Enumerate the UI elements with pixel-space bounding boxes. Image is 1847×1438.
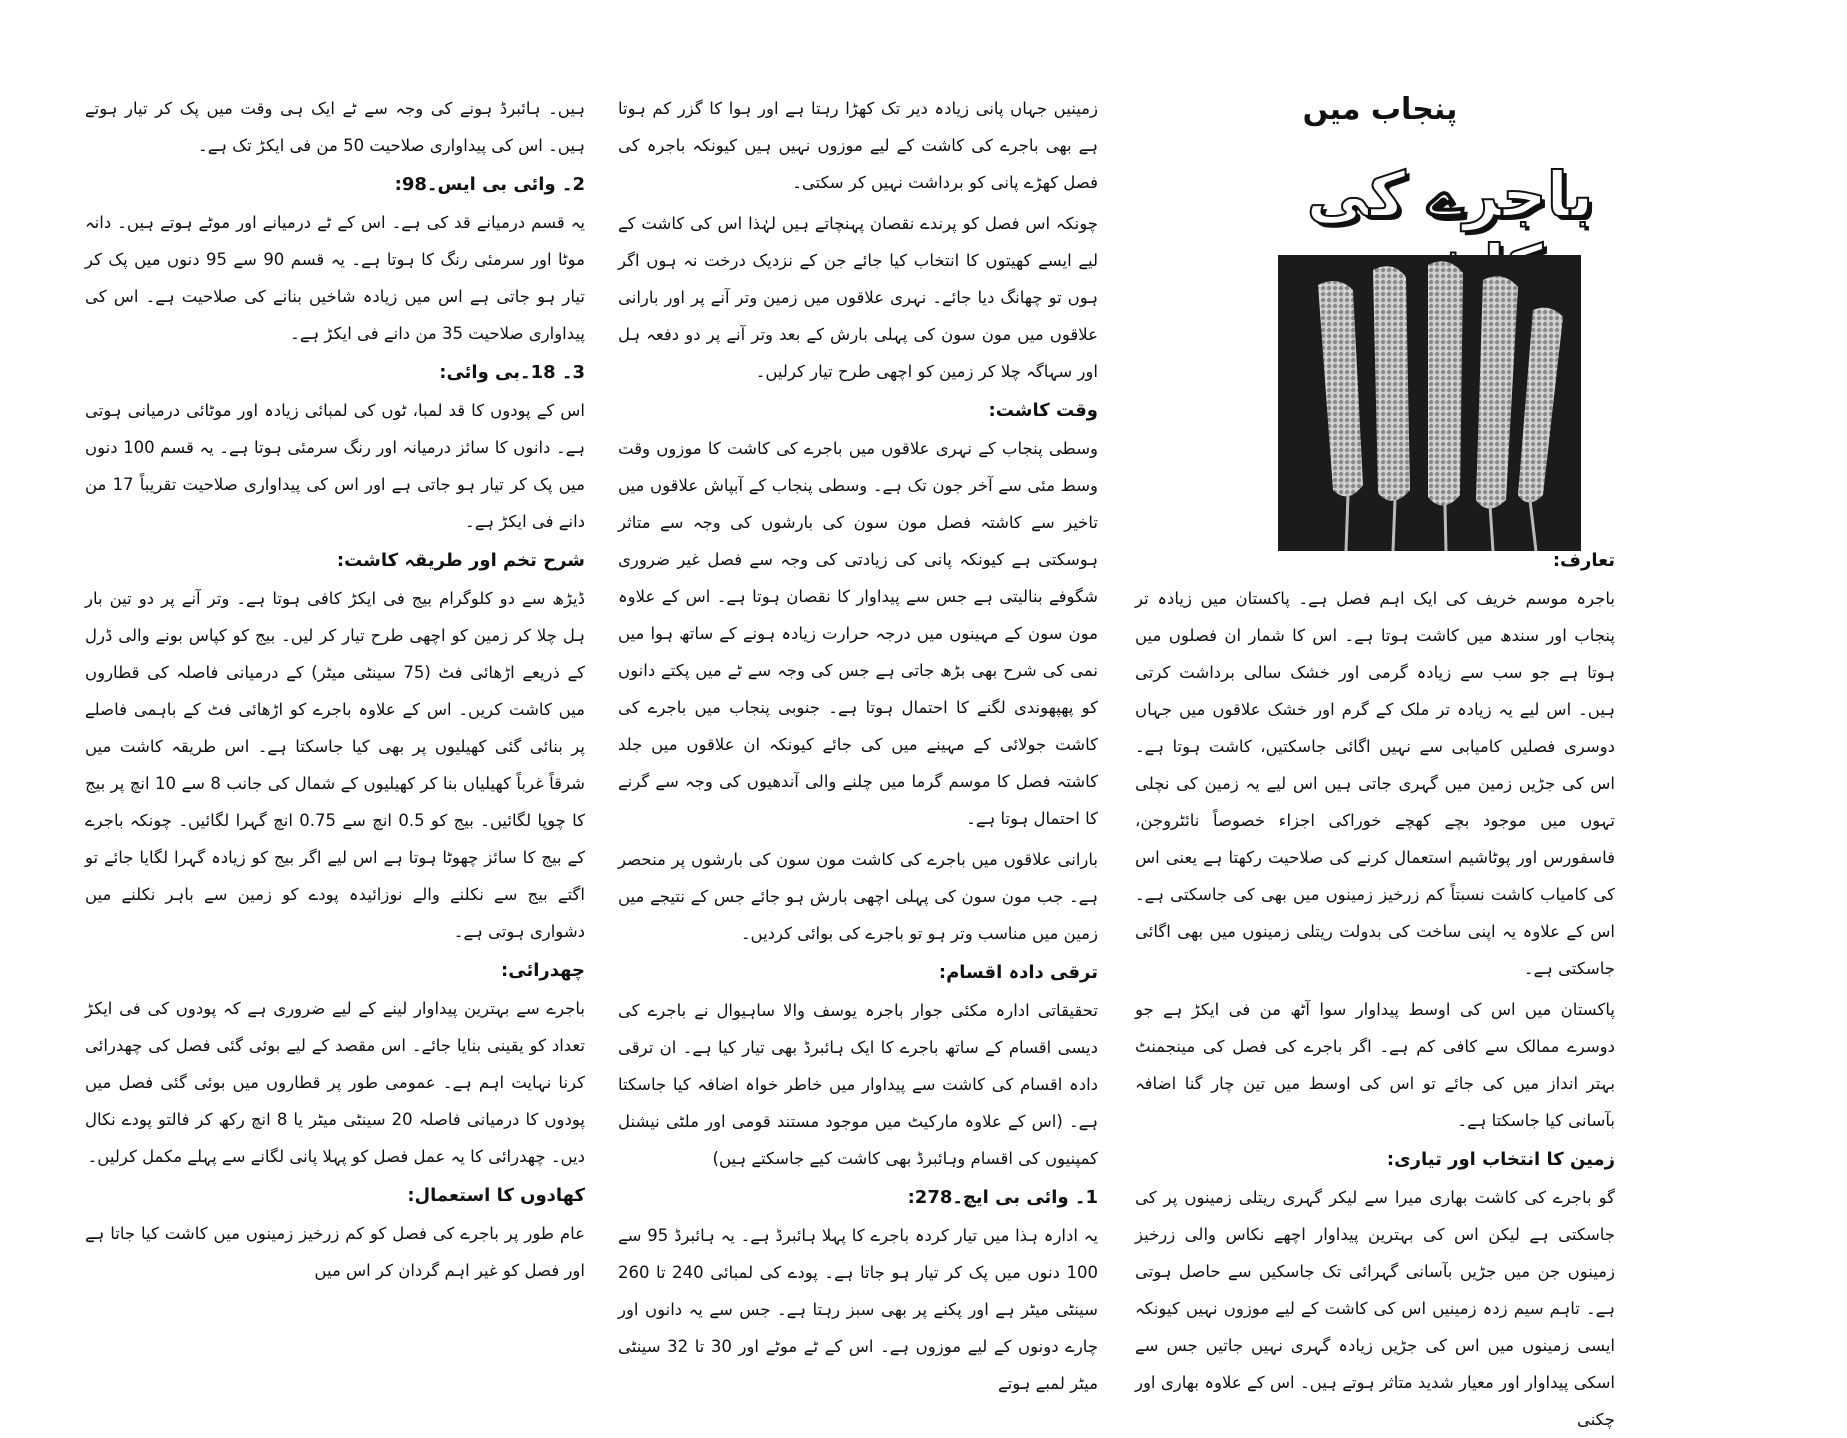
left-paragraph-2: یہ قسم درمیانے قد کی ہے۔ اس کے ٹے درمیانے اور موٹے ہوتے ہیں۔ دانہ موٹا اور سرمئی رنگ کا ہوتا ہے۔ یہ قسم 90 سے 95 دنوں میں پک کر تیار ہو جاتی ہے اس میں زیادہ شاخیں بنانے کی صلاحیت ہے۔ اس کی پیداواری صلاحیت 35 من دانے فی ایکڑ ہے۔ [85,213,585,343]
left-paragraph-3: اس کے پودوں کا قد لمبا، ٹوں کی لمبائی زیادہ اور موٹائی درمیانی ہوتی ہے۔ دانوں کا سائز درمیانہ اور رنگ سرمئی ہوتا ہے۔ یہ قسم 100 دنوں میں پک کر تیار ہو جاتی ہے اور اس کی پیداواری صلاحیت تقریباً 17 من دانے فی ایکڑ ہے۔ [85,401,585,531]
left-paragraph-4: ڈیڑھ سے دو کلوگرام بیج فی ایکڑ کافی ہوتا ہے۔ وتر آنے پر دو تین بار ہل چلا کر زمین کو اچھی طرح تیار کر لیں۔ بیج کو کپاس بونے والی ڈرل کے ذریعے اڑھائی فٹ (75 سینٹی میٹر) کے درمیانی فاصلہ کی قطاروں میں کاشت کریں۔ اس کے علاوہ باجرے کو اڑھائی فٹ کے باہمی فاصلے پر بنائی گئی کھیلیوں پر بھی کیا جاسکتا ہے۔ اس طریقہ کاشت میں شرقاً غرباً کھیلیاں بنا کر کھیلیوں کے شمال کی جانب 8 سے 10 انچ پر بیج کا چوپا لگائیں۔ بیج کو 0.5 انچ سے 0.75 انچ گہرا لگائیں۔ چونکہ باجرے کے بیج کا سائز چھوٹا ہوتا ہے اس لیے اگر بیج کو زیادہ گہرا لگایا جائے تو اگتے بیج سے نکلنے والے نوزائیدہ پودے کو زمین سے باہر نکلنے میں دشواری ہوتی ہے۔ [85,589,585,941]
right-column [1135,540,1615,1429]
intro-heading: تعارف: [1552,550,1615,571]
middle-paragraph-6: یہ ادارہ ہذا میں تیار کردہ باجرے کا پہلا ہائبرڈ ہے۔ یہ ہائبرڈ 95 سے 100 دنوں میں پک کر تیار ہو جاتا ہے۔ پودے کی لمبائی 240 تا 260 سینٹی میٹر ہے اور پکنے پر بھی سبز رہتا ہے۔ جس سے یہ دانوں اور چارے دونوں کے لیے موزوں ہے۔ اس کے ٹے موٹے اور 30 تا 32 سینٹی میٹر لمبے ہوتے [618,1226,1099,1393]
seed-rate-heading: شرح تخم اور طریقہ کاشت: [336,550,585,571]
middle-column [618,90,1099,1393]
pearl-millet-heads-icon [1278,255,1581,551]
variety-3-heading: 3۔ 18۔بی وائی: [439,362,585,383]
land-paragraph-1: گو باجرے کی کاشت بھاری میرا سے لیکر گہری ریتلی زمینوں پر کی جاسکتی ہے لیکن اس کی بہترین پیداوار اچھے نکاس والی زرخیز زمینوں جن میں جڑیں بآسانی گہرائی تک جاسکیں سے حاصل ہوتی ہے۔ تاہم سیم زدہ زمینیں اس کی کاشت کے لیے موزوں نہیں کیونکہ ایسی زمینوں میں اس کی جڑیں زیادہ گہری نہیں جاتیں جس سے اسکی پیداوار اور معیار شدید متاثر ہوتے ہیں۔ اس کے علاوہ بھاری اور چکنی [1135,1188,1615,1429]
land-heading: زمین کا انتخاب اور تیاری: [1386,1149,1615,1170]
intro-paragraph-1: باجرہ موسم خریف کی ایک اہم فصل ہے۔ پاکستان میں زیادہ تر پنجاب اور سندھ میں کاشت ہوتا ہے۔ اس کا شمار ان فصلوں میں ہوتا ہے جو سب سے زیادہ گرمی اور خشک سالی برداشت کرتی ہیں۔ اس لیے یہ زیادہ تر ملک کے گرم اور خشک علاقوں میں جہاں دوسری فصلیں کامیابی سے نہیں اگائی جاسکتیں، کاشت ہوتا ہے۔ اس کی جڑیں زمین میں گہری جاتی ہیں اس لیے یہ زمین کی نچلی تہوں میں موجود بچے کھچے خوراکی اجزاء خصوصاً نائٹروجن، فاسفورس اور پوٹاشیم استعمال کرنے کی صلاحیت رکھتا ہے یعنی اس کی کامیاب کاشت نسبتاً کم زرخیز زمینوں میں بھی کی جاسکتی ہے۔ اس کے علاوہ یہ اپنی ساخت کی بدولت ریتلی زمینوں میں بھی اگائی جاسکتی ہے۔ [1135,589,1615,978]
title-subheading: پنجاب میں [1302,92,1458,127]
left-paragraph-6: عام طور پر باجرے کی فصل کو کم زرخیز زمینوں میں کاشت کیا جاتا ہے اور فصل کو غیر اہم گردان کر اس میں [85,1224,585,1280]
left-column [85,90,585,1300]
left-paragraph-5: باجرے سے بہترین پیداوار لینے کے لیے ضروری ہے کہ پودوں کی فی ایکڑ تعداد کو یقینی بنایا جائے۔ اس مقصد کے لیے بوئی گئی فصل کی چھدرائی کرنا نہایت اہم ہے۔ عمومی طور پر قطاروں میں بوئی گئی فصل میں پودوں کا درمیانی فاصلہ 20 سینٹی میٹر یا 8 انچ رکھ کر فالتو پودے نکال دیں۔ چھدرائی کا یہ عمل فصل کو پہلا پانی لگانے سے پہلے مکمل کرلیں۔ [85,999,585,1166]
middle-paragraph-4: بارانی علاقوں میں باجرے کی کاشت مون سون کی بارشوں پر منحصر ہے۔ جب مون سون کی پہلی اچھی بارش ہو جائے جس کے نتیجے میں زمین میں مناسب وتر ہو تو باجرے کی بوائی کردیں۔ [618,850,1098,943]
sowing-time-heading: وقت کاشت: [988,400,1098,421]
variety-1-heading: 1۔ وائی بی ایچ۔278: [907,1187,1098,1208]
intro-paragraph-2: پاکستان میں اس کی اوسط پیداوار سوا آٹھ من فی ایکڑ ہے جو دوسرے ممالک سے کافی کم ہے۔ اگر باجرے کی فصل کی مینجمنٹ بہتر انداز میں کی جائے تو اس کی اوسط میں تین چار گنا اضافہ بآسانی کیا جاسکتا ہے۔ [1135,1000,1615,1130]
thinning-heading: چھدرائی: [501,960,585,981]
article-title: باجرے کی [1306,158,1594,231]
middle-paragraph-1: زمینیں جہاں پانی زیادہ دیر تک کھڑا رہتا ہے اور ہوا کا گزر کم ہوتا ہے بھی باجرے کی کاشت کے لیے موزوں نہیں ہیں کیونکہ باجرہ کی فصل کھڑے پانی کو برداشت نہیں کر سکتی۔ [618,99,1098,192]
variety-2-heading: 2۔ وائی بی ایس۔98: [394,174,585,195]
fertilizer-heading: کھادوں کا استعمال: [407,1185,585,1206]
middle-paragraph-5: تحقیقاتی ادارہ مکئی جوار باجرہ یوسف والا ساہیوال نے باجرے کی دیسی اقسام کے ساتھ باجرے کا ایک ہائبرڈ بھی تیار کیا ہے۔ ان ترقی دادہ اقسام کی کاشت سے پیداوار میں خاطر خواہ اضافہ کیا جاسکتا ہے۔ (اس کے علاوہ مارکیٹ میں موجود مستند قومی اور ملٹی نیشنل کمپنیوں کی اقسام وہائبرڈ بھی کاشت کیے جاسکتے ہیں) [618,1001,1098,1168]
millet-photo [1278,255,1581,551]
left-paragraph-1: ہیں۔ ہائبرڈ ہونے کی وجہ سے ٹے ایک ہی وقت میں پک کر تیار ہوتے ہیں۔ اس کی پیداواری صلاحیت 50 من فی ایکڑ تک ہے۔ [85,99,585,155]
middle-paragraph-3: وسطی پنجاب کے نہری علاقوں میں باجرے کی کاشت کا موزوں وقت وسط مئی سے آخر جون تک ہے۔ وسطی پنجاب کے آبپاش علاقوں میں تاخیر سے کاشتہ فصل مون سون کی بارشوں کی وجہ سے متاثر ہوسکتی ہے کیونکہ پانی کی زیادتی کی وجہ سے فصل غیر ضروری شگوفے بنالیتی ہے جس سے پیداوار کا نقصان ہوتا ہے۔ اس کے علاوہ مون سون کے مہینوں میں درجہ حرارت زیادہ ہونے کے ساتھ ہوا میں نمی کی شرح بھی بڑھ جاتی ہے جس کی وجہ سے ٹے میں پکتے دانوں کو پھپھوندی لگنے کا احتمال ہوتا ہے۔ جنوبی پنجاب میں باجرے کی کاشت جولائی کے مہینے میں کی جائے کیونکہ ان علاقوں میں جلد کاشتہ فصل کا موسم گرما میں چلنے والی آندھیوں کی وجہ سے گرنے کا احتمال ہوتا ہے۔ [618,439,1098,828]
middle-paragraph-2: چونکہ اس فصل کو پرندے نقصان پہنچاتے ہیں لہٰذا اس کی کاشت کے لیے ایسے کھیتوں کا انتخاب کیا جائے جن کے نزدیک درخت نہ ہوں اگر ہوں تو چھانگ دیا جائے۔ نہری علاقوں میں زمین وتر آنے پر اور بارانی علاقوں میں مون سون کی پہلی بارش کے بعد وتر آنے پر دو دفعہ ہل اور سہاگہ چلا کر زمین کو اچھی طرح تیار کرلیں۔ [618,214,1098,381]
varieties-heading: ترقی دادہ اقسام: [938,962,1098,983]
